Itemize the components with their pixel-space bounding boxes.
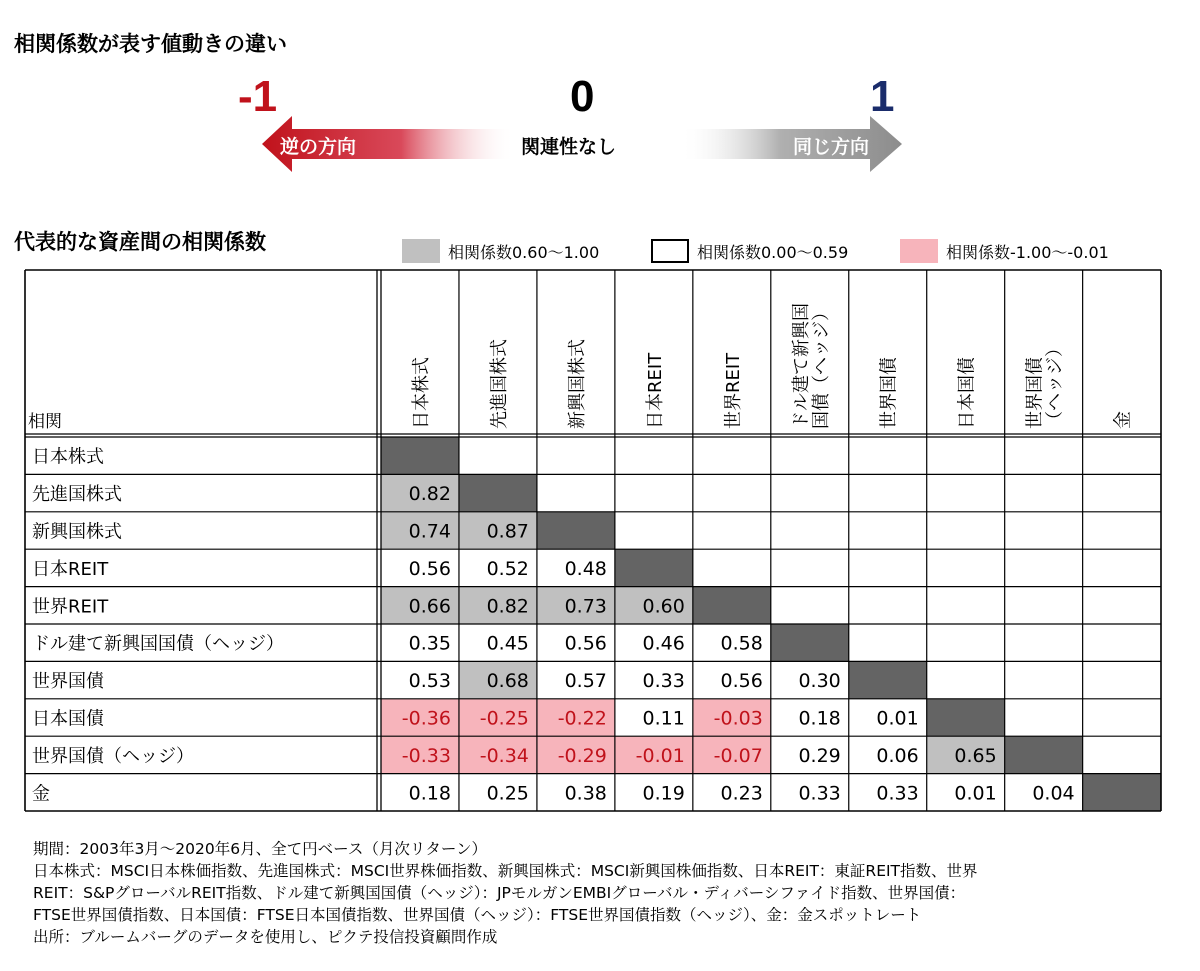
column-label: 世界国債 bbox=[1024, 357, 1046, 429]
matrix-cell bbox=[771, 512, 849, 549]
correlation-value: -0.34 bbox=[479, 744, 529, 767]
column-label: 日本REIT bbox=[644, 352, 666, 429]
correlation-value: 0.68 bbox=[486, 670, 529, 693]
matrix-cell bbox=[771, 549, 849, 586]
row-label: 新興国株式 bbox=[32, 521, 122, 543]
same-direction-label: 同じ方向 bbox=[793, 136, 870, 158]
matrix-cell bbox=[693, 474, 771, 511]
row-label: 日本REIT bbox=[32, 558, 109, 580]
footnote-period: 期間：2003年3月～2020年6月、全て円ベース（月次リターン） bbox=[33, 840, 488, 858]
correlation-value: 0.56 bbox=[720, 670, 763, 693]
correlation-value: 0.58 bbox=[720, 632, 763, 655]
scale-positive-one: 1 bbox=[870, 72, 895, 121]
matrix-cell bbox=[1005, 699, 1083, 736]
column-label: 日本国債 bbox=[956, 357, 978, 429]
matrix-cell bbox=[927, 549, 1005, 586]
correlation-value: 0.82 bbox=[408, 483, 451, 506]
footnote-index-2: REIT：S&PグローバルREIT指数、ドル建て新興国国債（ヘッジ）：JPモルガンEMBIグローバル・ディバーシファイド指数、世界国債： bbox=[33, 884, 966, 902]
diagonal-cell bbox=[381, 437, 459, 474]
matrix-cell bbox=[771, 437, 849, 474]
row-label: 世界国債（ヘッジ） bbox=[32, 745, 194, 767]
matrix-cell bbox=[927, 474, 1005, 511]
diagonal-cell bbox=[615, 549, 693, 586]
correlation-value: -0.22 bbox=[557, 707, 607, 730]
matrix-cell bbox=[849, 437, 927, 474]
correlation-value: 0.57 bbox=[564, 670, 607, 693]
corner-label: 相関 bbox=[28, 412, 62, 432]
matrix-cell bbox=[615, 474, 693, 511]
diagonal-cell bbox=[927, 699, 1005, 736]
matrix-cell bbox=[1005, 437, 1083, 474]
correlation-value: 0.65 bbox=[954, 744, 997, 767]
column-label: 国債（ヘッジ） bbox=[810, 303, 832, 429]
correlation-value: 0.66 bbox=[408, 595, 451, 618]
correlation-value: -0.33 bbox=[401, 744, 451, 767]
matrix-cell bbox=[927, 624, 1005, 661]
correlation-value: 0.48 bbox=[564, 557, 607, 580]
matrix-cell bbox=[849, 474, 927, 511]
correlation-value: 0.01 bbox=[876, 707, 919, 730]
matrix-cell bbox=[693, 549, 771, 586]
column-label: 新興国株式 bbox=[566, 339, 588, 429]
correlation-value: 0.23 bbox=[720, 782, 763, 805]
no-relation-label: 関連性なし bbox=[521, 136, 617, 158]
matrix-cell bbox=[849, 512, 927, 549]
correlation-value: 0.25 bbox=[486, 782, 529, 805]
matrix-cell bbox=[1083, 512, 1161, 549]
correlation-value: 0.52 bbox=[486, 557, 529, 580]
diagonal-cell bbox=[771, 624, 849, 661]
correlation-value: 0.56 bbox=[408, 557, 451, 580]
row-label: 金 bbox=[32, 783, 50, 805]
matrix-cell bbox=[849, 587, 927, 624]
legend-label-negative: 相関係数-1.00～-0.01 bbox=[946, 242, 1109, 262]
opposite-direction-label: 逆の方向 bbox=[280, 136, 357, 158]
matrix-cell bbox=[771, 587, 849, 624]
row-label: 世界REIT bbox=[32, 596, 109, 618]
matrix-cell bbox=[771, 474, 849, 511]
correlation-value: 0.53 bbox=[408, 670, 451, 693]
diagonal-cell bbox=[537, 512, 615, 549]
column-label: 先進国株式 bbox=[488, 339, 510, 429]
matrix-cell bbox=[1005, 624, 1083, 661]
row-label: 世界国債 bbox=[32, 671, 104, 693]
section-title-correlation-meaning: 相関係数が表す値動きの違い bbox=[14, 32, 287, 56]
matrix-cell bbox=[1083, 624, 1161, 661]
matrix-cell bbox=[927, 587, 1005, 624]
correlation-value: 0.73 bbox=[564, 595, 607, 618]
matrix-cell bbox=[1083, 699, 1161, 736]
matrix-cell bbox=[1083, 736, 1161, 773]
correlation-value: 0.18 bbox=[798, 707, 841, 730]
correlation-value: 0.29 bbox=[798, 744, 841, 767]
matrix-cell bbox=[1005, 661, 1083, 698]
footnote-source: 出所：ブルームバーグのデータを使用し、ピクテ投信投資顧問作成 bbox=[33, 928, 498, 946]
correlation-value: 0.56 bbox=[564, 632, 607, 655]
footnote-index-1: 日本株式：MSCI日本株価指数、先進国株式：MSCI世界株価指数、新興国株式：MSCI新興国株価指数、日本REIT：東証REIT指数、世界 bbox=[33, 862, 978, 880]
matrix-cell bbox=[537, 474, 615, 511]
diagonal-cell bbox=[1005, 736, 1083, 773]
matrix-cell bbox=[927, 437, 1005, 474]
correlation-value: 0.87 bbox=[486, 520, 529, 543]
correlation-value: 0.01 bbox=[954, 782, 997, 805]
section-title-asset-correlation: 代表的な資産間の相関係数 bbox=[14, 230, 266, 254]
diagonal-cell bbox=[693, 587, 771, 624]
matrix-cell bbox=[1083, 549, 1161, 586]
column-label: 世界国債 bbox=[878, 357, 900, 429]
legend-label-high: 相関係数0.60～1.00 bbox=[448, 242, 600, 262]
correlation-value: -0.36 bbox=[401, 707, 451, 730]
correlation-value: 0.33 bbox=[876, 782, 919, 805]
matrix-cell bbox=[693, 437, 771, 474]
diagonal-cell bbox=[459, 474, 537, 511]
matrix-cell bbox=[459, 437, 537, 474]
diagonal-cell bbox=[1083, 774, 1161, 811]
correlation-value: 0.38 bbox=[564, 782, 607, 805]
matrix-cell bbox=[615, 437, 693, 474]
footnotes bbox=[33, 838, 1193, 948]
matrix-cell bbox=[615, 512, 693, 549]
legend-label-low: 相関係数0.00～0.59 bbox=[697, 242, 849, 262]
correlation-value: 0.33 bbox=[798, 782, 841, 805]
correlation-value: 0.82 bbox=[486, 595, 529, 618]
scale-zero: 0 bbox=[570, 72, 595, 121]
matrix-cell bbox=[1083, 661, 1161, 698]
correlation-value: -0.29 bbox=[557, 744, 607, 767]
correlation-value: 0.45 bbox=[486, 632, 529, 655]
correlation-value: -0.01 bbox=[635, 744, 685, 767]
matrix-cell bbox=[849, 624, 927, 661]
matrix-cell bbox=[1083, 437, 1161, 474]
correlation-value: 0.30 bbox=[798, 670, 841, 693]
correlation-value: -0.25 bbox=[479, 707, 529, 730]
correlation-value: 0.60 bbox=[642, 595, 685, 618]
column-label: ドル建て新興国 bbox=[790, 303, 812, 429]
row-label: ドル建て新興国国債（ヘッジ） bbox=[32, 633, 284, 655]
column-label: （ヘッジ） bbox=[1044, 339, 1066, 429]
correlation-value: 0.33 bbox=[642, 670, 685, 693]
matrix-cell bbox=[849, 549, 927, 586]
diagonal-cell bbox=[849, 661, 927, 698]
row-label: 先進国株式 bbox=[32, 484, 122, 506]
matrix-cell bbox=[537, 437, 615, 474]
row-label: 日本国債 bbox=[32, 708, 104, 730]
matrix-cell bbox=[1005, 474, 1083, 511]
correlation-value: 0.35 bbox=[408, 632, 451, 655]
correlation-value: 0.19 bbox=[642, 782, 685, 805]
correlation-value: 0.18 bbox=[408, 782, 451, 805]
footnote-index-3: FTSE世界国債指数、日本国債：FTSE日本国債指数、世界国債（ヘッジ）：FTSE世界国債指数（ヘッジ）、金：金スポットレート bbox=[33, 906, 922, 924]
correlation-value: 0.46 bbox=[642, 632, 685, 655]
matrix-cell bbox=[1005, 587, 1083, 624]
correlation-value: 0.11 bbox=[642, 707, 685, 730]
correlation-value: -0.03 bbox=[713, 707, 763, 730]
column-label: 金 bbox=[1112, 411, 1134, 429]
matrix-cell bbox=[693, 512, 771, 549]
column-label: 日本株式 bbox=[410, 357, 432, 429]
correlation-value: -0.07 bbox=[713, 744, 763, 767]
matrix-cell bbox=[1083, 587, 1161, 624]
correlation-value: 0.04 bbox=[1032, 782, 1075, 805]
matrix-cell bbox=[1005, 512, 1083, 549]
matrix-cell bbox=[1005, 549, 1083, 586]
column-label: 世界REIT bbox=[722, 352, 744, 429]
scale-negative-one: -1 bbox=[238, 72, 278, 121]
row-label: 日本株式 bbox=[32, 446, 104, 468]
matrix-cell bbox=[1083, 474, 1161, 511]
correlation-value: 0.06 bbox=[876, 744, 919, 767]
correlation-value: 0.74 bbox=[408, 520, 451, 543]
matrix-cell bbox=[927, 512, 1005, 549]
matrix-cell bbox=[927, 661, 1005, 698]
